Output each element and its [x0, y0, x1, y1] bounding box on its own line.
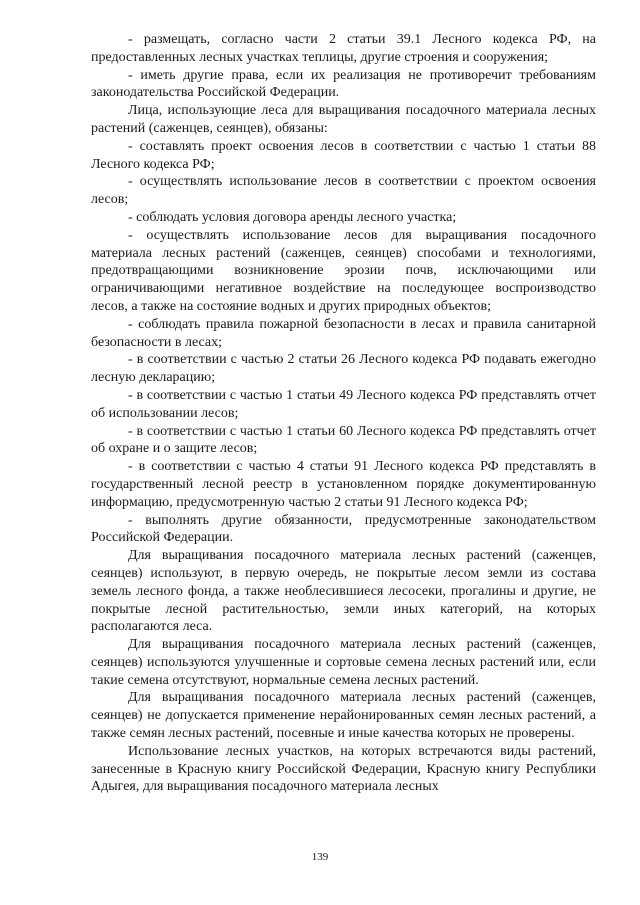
- paragraph: - осуществлять использование лесов для выращивания посадочного материала лесных растений (саженцев, сеянцев) способами и технологиями, предотвращающими возникновение эрозии почв, исключающими или ограничивающими негативное воздействие на последующее воспроизводство лесов, а также на состояние водных и других природных объектов;: [91, 227, 596, 314]
- paragraph: Лица, использующие леса для выращивания посадочного материала лесных растений (саженцев, сеянцев), обязаны:: [91, 103, 596, 136]
- paragraph: - в соответствии с частью 2 статьи 26 Лесного кодекса РФ подавать ежегодно лесную декларацию;: [91, 352, 596, 386]
- paragraph: - иметь другие права, если их реализация не противоречит требованиям законодательства Российской Федерации.: [91, 67, 596, 101]
- paragraph: Для выращивания посадочного материала лесных растений (саженцев, сеянцев) не допускается применение нерайонированных семян лесных растений, а также семян лесных растений, посевные и иные качества которых не проверены.: [91, 690, 596, 742]
- paragraph: - соблюдать условия договора аренды лесного участка;: [128, 209, 457, 225]
- paragraph: Для выращивания посадочного материала лесных растений (саженцев, сеянцев) используют, в первую очередь, не покрытые лесом земли из состава земель лесного фонда, а также необлесившиеся лесосеки, прогалины и другие, не покрытые лесной растительностью, земли иных категорий, на которых располагаются леса.: [91, 548, 596, 635]
- page-number: 139: [311, 851, 329, 863]
- body-text: [91, 31, 596, 796]
- paragraph: - выполнять другие обязанности, предусмотренные законодательством Российской Федерации.: [91, 512, 596, 546]
- paragraph: Использование лесных участков, на которых встречаются виды растений, занесенные в Красную книгу Российской Федерации, Красную книгу Республики Адыгея, для выращивания посадочного материала лесных: [91, 743, 596, 795]
- paragraph: - размещать, согласно части 2 статьи 39.1 Лесного кодекса РФ, на предоставленных лесных участках теплицы, другие строения и сооружения;: [91, 32, 596, 65]
- paragraph: - составлять проект освоения лесов в соответствии с частью 1 статьи 88 Лесного кодекса РФ;: [91, 138, 596, 172]
- paragraph: - соблюдать правила пожарной безопасности в лесах и правила санитарной безопасности в лесах;: [91, 316, 596, 350]
- paragraph: Для выращивания посадочного материала лесных растений (саженцев, сеянцев) используются улучшенные и сортовые семена лесных растений или, если такие семена отсутствуют, нормальные семена лесных растений.: [91, 637, 596, 688]
- paragraph: - осуществлять использование лесов в соответствии с проектом освоения лесов;: [91, 174, 596, 208]
- paragraph: - в соответствии с частью 1 статьи 49 Лесного кодекса РФ представлять отчет об использовании лесов;: [91, 387, 596, 421]
- paragraph: - в соответствии с частью 1 статьи 60 Лесного кодекса РФ представлять отчет об охране и о защите лесов;: [91, 423, 596, 457]
- paragraph: - в соответствии с частью 4 статьи 91 Лесного кодекса РФ представлять в государственный лесной реестр в установленном порядке документированную информацию, предусмотренную частью 2 статьи 91 Лесного кодекса РФ;: [91, 459, 596, 510]
